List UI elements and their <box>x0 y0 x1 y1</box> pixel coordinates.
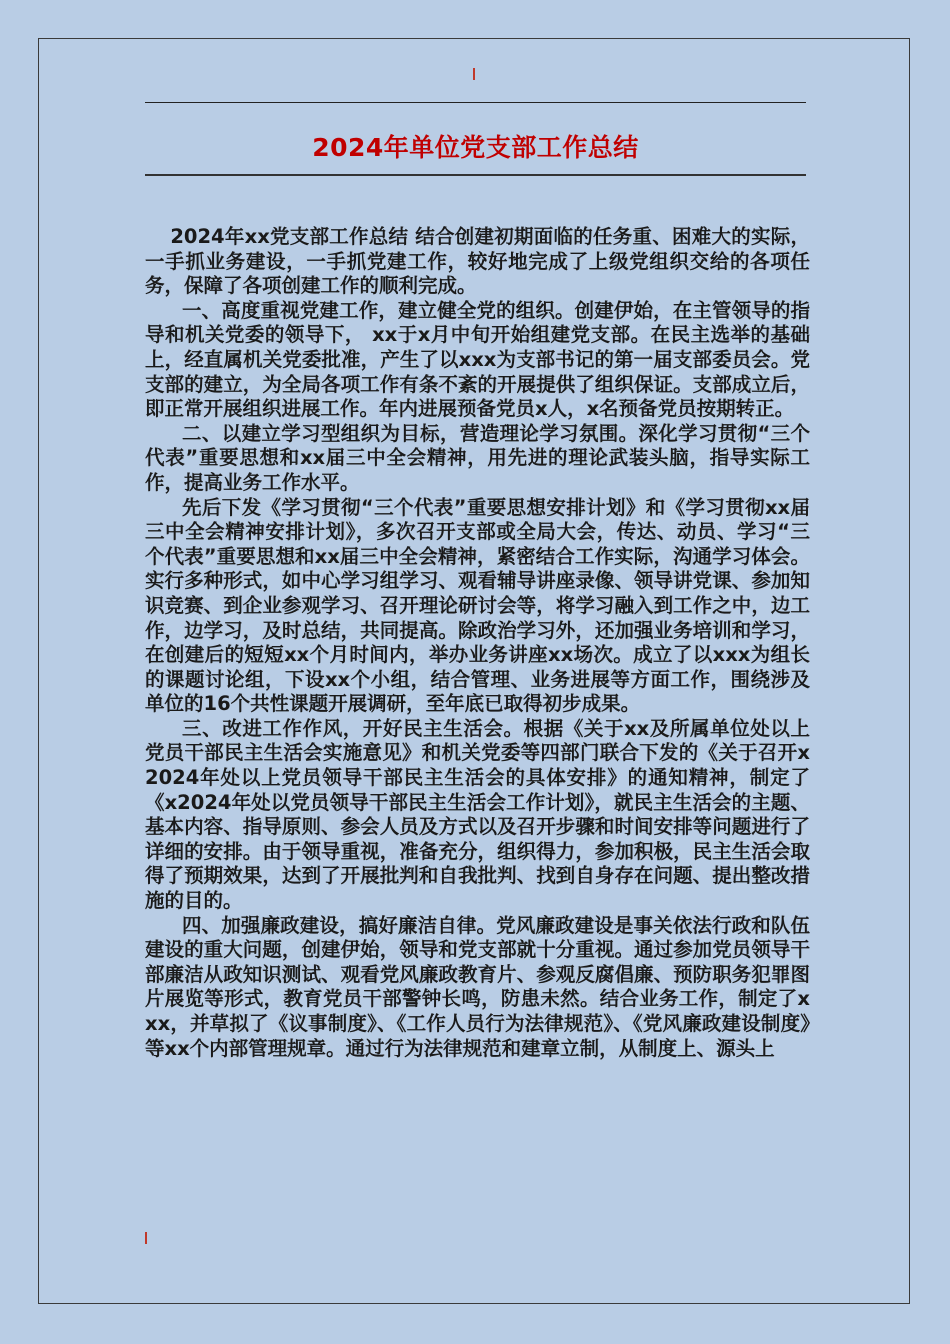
paragraph-section-2-detail: 先后下发《学习贯彻“三个代表”重要思想安排计划》和《学习贯彻xx届三中全会精神安排计划》，多次召开支部或全局大会，传达、动员、学习“三个代表”重要思想和xx届三中全会精神，紧密结合工作实际，沟通学习体会。实行多种形式，如中心学习组学习、观看辅导讲座录像、领导讲党课、参加知识竞赛、到企业参观学习、召开理论研讨会等，将学习融入到工作之中，边工作，边学习，及时总结，共同提高。除政治学习外，还加强业务培训和学习，在创建后的短短xx个月时间内，举办业务讲座xx场次。成立了以xxx为组长的课题讨论组，下设xx个小组，结合管理、业务进展等方面工作，围绕涉及单位的16个共性课题开展调研，至年底已取得初步成果。 <box>145 495 810 716</box>
footer-cursor-mark <box>145 1232 147 1244</box>
document-body <box>145 225 810 1061</box>
paragraph-section-2: 二、以建立学习型组织为目标，营造理论学习氛围。深化学习贯彻“三个代表”重要思想和xx届三中全会精神，用先进的理论武装头脑，指导实际工作，提高业务工作水平。 <box>145 421 810 494</box>
header-cursor-mark <box>473 68 475 80</box>
paragraph-section-3: 三、改进工作作风，开好民主生活会。根据《关于xx及所属单位处以上党员干部民主生活会实施意见》和机关党委等四部门联合下发的《关于召开x2024年处以上党员领导干部民主生活会的具体安排》的通知精神，制定了《x2024年处以党员领导干部民主生活会工作计划》，就民主生活会的主题、基本内容、指导原则、参会人员及方式以及召开步骤和时间安排等问题进行了详细的安排。由于领导重视，准备充分，组织得力，参加积极，民主生活会取得了预期效果，达到了开展批判和自我批判、找到自身存在问题、提出整改措施的目的。 <box>145 716 810 913</box>
document-title: 2024年单位党支部工作总结 <box>312 133 639 162</box>
paragraph-intro: 2024年xx党支部工作总结 结合创建初期面临的任务重、困难大的实际，一手抓业务建设，一手抓党建工作，较好地完成了上级党组织交给的各项任务，保障了各项创建工作的顺利完成。 <box>145 225 810 298</box>
title-underline <box>145 174 806 176</box>
paragraph-section-4: 四、加强廉政建设，搞好廉洁自律。党风廉政建设是事关依法行政和队伍建设的重大问题，创建伊始，领导和党支部就十分重视。通过参加党员领导干部廉洁从政知识测试、观看党风廉政教育片、参观反腐倡廉、预防职务犯罪图片展览等形式，教育党员干部警钟长鸣，防患未然。结合业务工作，制定了xxx，并草拟了《议事制度》、《工作人员行为法律规范》、《党风廉政建设制度》等xx个内部管理规章。通过行为法律规范和建章立制，从制度上、源头上 <box>145 913 810 1060</box>
header-rule <box>145 102 806 103</box>
paragraph-section-1: 一、高度重视党建工作，建立健全党的组织。创建伊始，在主管领导的指导和机关党委的领导下， xx于x月中旬开始组建党支部。在民主选举的基础上，经直属机关党委批准，产生了以xxx为支部书记的第一届支部委员会。党支部的建立，为全局各项工作有条不紊的开展提供了组织保证。支部成立后，即正常开展组织进展工作。年内进展预备党员x人，x名预备党员按期转正。 <box>145 298 810 421</box>
